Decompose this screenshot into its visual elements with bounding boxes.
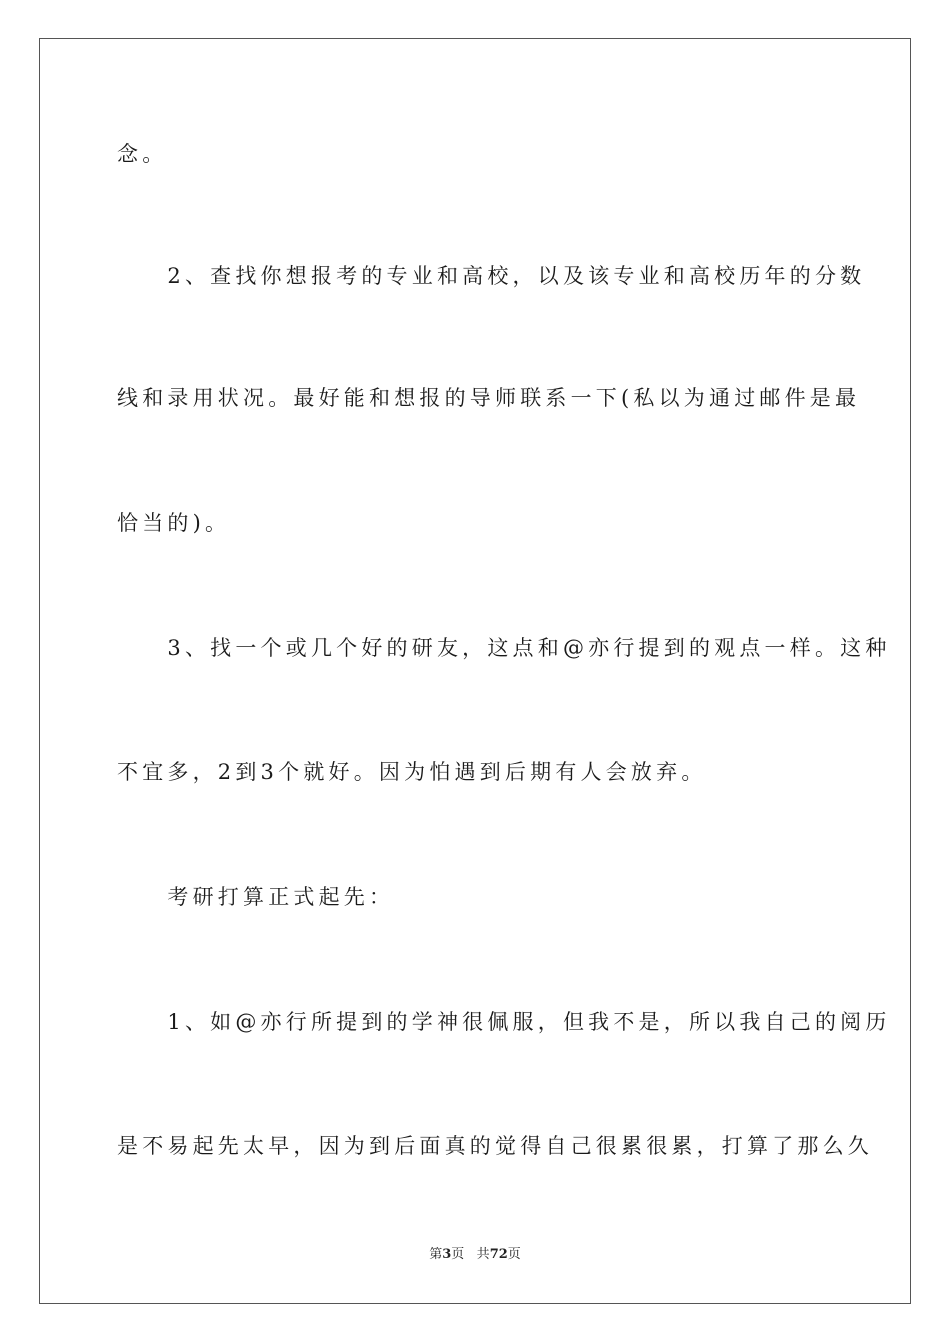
total-prefix: 共 <box>476 1247 490 1262</box>
page-footer <box>0 1246 950 1264</box>
text-line-7: 考研打算正式起先： <box>117 885 395 909</box>
page-number: 3 <box>442 1247 452 1262</box>
text-line-3: 线和录用状况。最好能和想报的导师联系一下(私以为通过邮件是最 <box>117 386 861 410</box>
text-line-4: 恰当的)。 <box>117 511 231 535</box>
total-suffix: 页 <box>507 1247 521 1262</box>
total-pages: 72 <box>489 1247 508 1262</box>
page-suffix: 页 <box>451 1247 465 1262</box>
text-line-2: 2、查找你想报考的专业和高校，以及该专业和高校历年的分数 <box>117 264 866 288</box>
text-line-9: 是不易起先太早，因为到后面真的觉得自己很累很累，打算了那么久 <box>117 1134 873 1158</box>
page-prefix: 第 <box>429 1247 443 1262</box>
page-border <box>39 38 911 1304</box>
text-line-8: 1、如@亦行所提到的学神很佩服，但我不是，所以我自己的阅历 <box>117 1010 891 1034</box>
text-line-6: 不宜多，2到3个就好。因为怕遇到后期有人会放弃。 <box>117 760 707 784</box>
text-line-1: 念。 <box>117 142 168 166</box>
text-line-5: 3、找一个或几个好的研友，这点和@亦行提到的观点一样。这种 <box>117 636 891 660</box>
